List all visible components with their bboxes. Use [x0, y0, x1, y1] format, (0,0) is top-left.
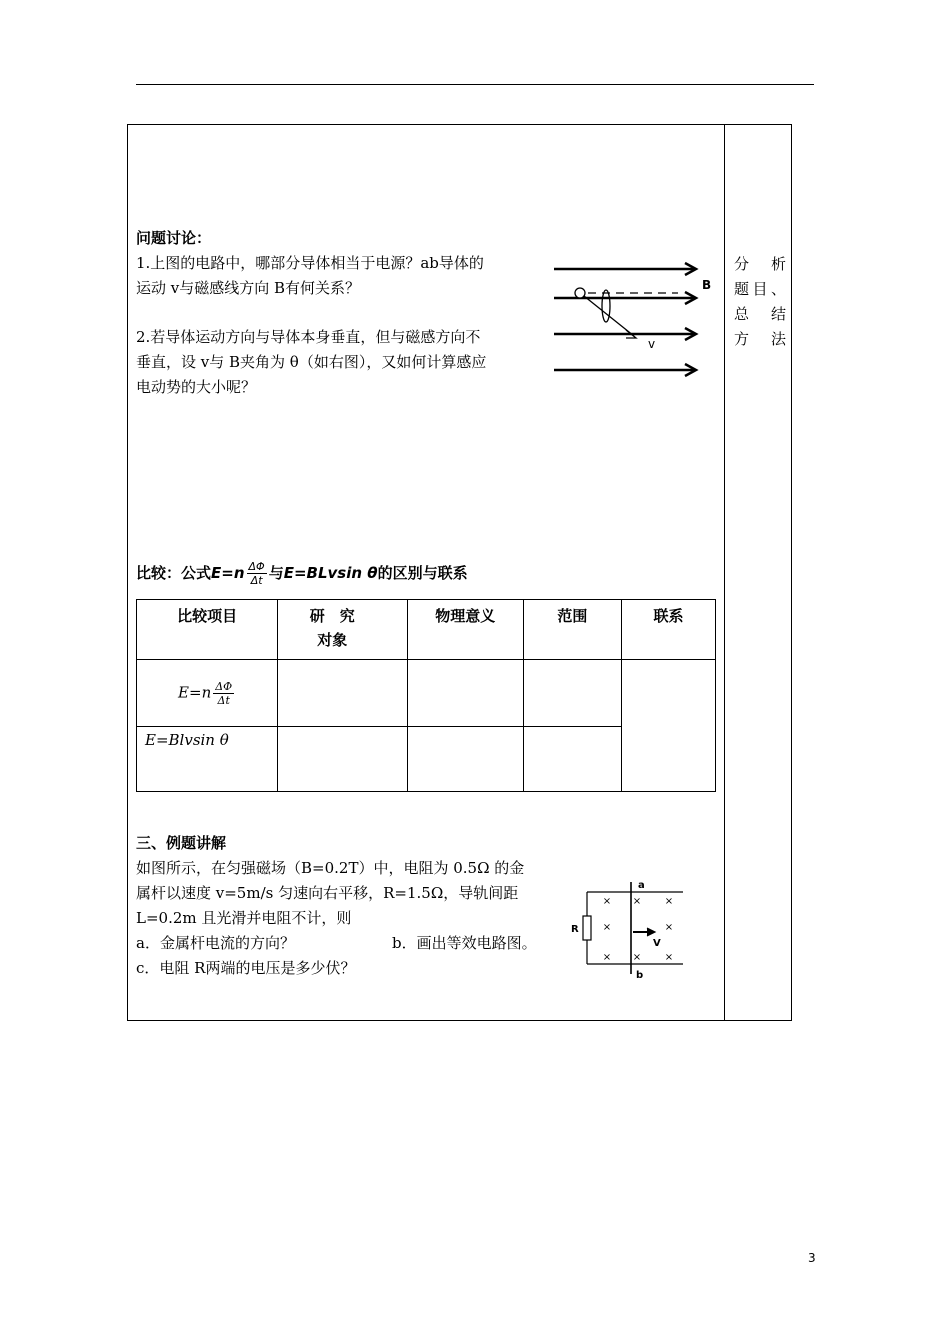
header-cell: 研 究 对象 — [278, 600, 408, 660]
field-x-mark: × — [664, 922, 674, 933]
table-cell — [407, 660, 523, 727]
row-label-2: E=Blvsin θ — [137, 727, 278, 792]
label-B: B — [702, 278, 712, 292]
side-note-line: 方法 — [734, 330, 786, 348]
example-heading: 三、例题讲解 — [136, 834, 227, 852]
table-header-row — [137, 600, 716, 660]
label-R: R — [571, 924, 579, 935]
question-2-line-1: 2.若导体运动方向与导体本身垂直，但与磁感方向不 — [136, 328, 481, 346]
example-question-a: a．金属杆电流的方向？ — [136, 934, 295, 952]
side-note-line: 题目、 — [734, 280, 786, 298]
header-rule — [136, 84, 814, 85]
label-b: b — [636, 970, 644, 980]
field-x-mark: × — [602, 896, 612, 907]
side-note-line: 分 析 — [734, 255, 786, 273]
table-cell — [407, 727, 523, 792]
example-question-b: b．画出等效电路图。 — [392, 934, 537, 952]
header-cell: 范围 — [523, 600, 621, 660]
field-x-mark: × — [664, 896, 674, 907]
example-question-c: c．电阻 R两端的电压是多少伏？ — [136, 959, 356, 977]
frac-denominator: Δt — [250, 574, 263, 587]
example-line-3: L=0.2m 且光滑并电阻不计，则 — [136, 909, 352, 927]
field-x-mark: × — [664, 952, 674, 963]
column-divider — [724, 124, 725, 1021]
formula-1-left: E=n — [211, 564, 245, 582]
question-1-line-2: 运动 v与磁感线方向 B有何关系？ — [136, 279, 361, 297]
comparison-table — [136, 599, 716, 792]
compare-heading — [136, 560, 468, 587]
table-cell-merged — [622, 660, 716, 792]
compare-mid: 与 — [268, 564, 284, 582]
question-1-line-1: 1.上图的电路中，哪部分导体相当于电源？ab导体的 — [136, 254, 484, 272]
header-cell: 比较项目 — [137, 600, 278, 660]
label-V: V — [653, 938, 661, 949]
question-2-line-2: 垂直，设 v与 B夹角为 θ（如右图），又如何计算感应 — [136, 353, 487, 371]
field-x-mark: × — [602, 952, 612, 963]
field-x-mark: × — [632, 896, 642, 907]
question-2-line-3: 电动势的大小呢？ — [136, 378, 257, 396]
row-label-1: E=n $\frac{\Delta\Phi}{\Delta t}$ — [137, 660, 278, 727]
label-a: a — [638, 880, 645, 891]
page-number: 3 — [808, 1251, 816, 1265]
field-x-mark: × — [632, 952, 642, 963]
header-cell: 联系 — [622, 600, 716, 660]
table-cell — [278, 660, 408, 727]
side-note-line: 总 结 — [734, 305, 786, 323]
compare-prefix: 比较：公式 — [136, 564, 212, 582]
field-x-mark: × — [602, 922, 612, 933]
discussion-heading: 问题讨论： — [136, 229, 212, 247]
circuit-figure — [565, 878, 690, 980]
compare-suffix: 的区别与联系 — [377, 564, 468, 582]
table-cell — [278, 727, 408, 792]
label-v: v — [648, 337, 656, 351]
table-cell — [523, 727, 621, 792]
table-cell — [523, 660, 621, 727]
table-row — [137, 660, 716, 727]
formula-2: E=BLvsin θ — [283, 564, 378, 582]
side-note — [734, 252, 786, 352]
frac-numerator: ΔΦ — [248, 560, 265, 573]
example-line-2: 属杆以速度 v=5m/s 匀速向右平移，R=1.5Ω，导轨间距 — [136, 884, 519, 902]
header-cell: 物理意义 — [407, 600, 523, 660]
field-angle-figure — [550, 258, 720, 383]
example-line-1: 如图所示，在匀强磁场（B=0.2T）中，电阻为 0.5Ω 的金 — [136, 859, 525, 877]
